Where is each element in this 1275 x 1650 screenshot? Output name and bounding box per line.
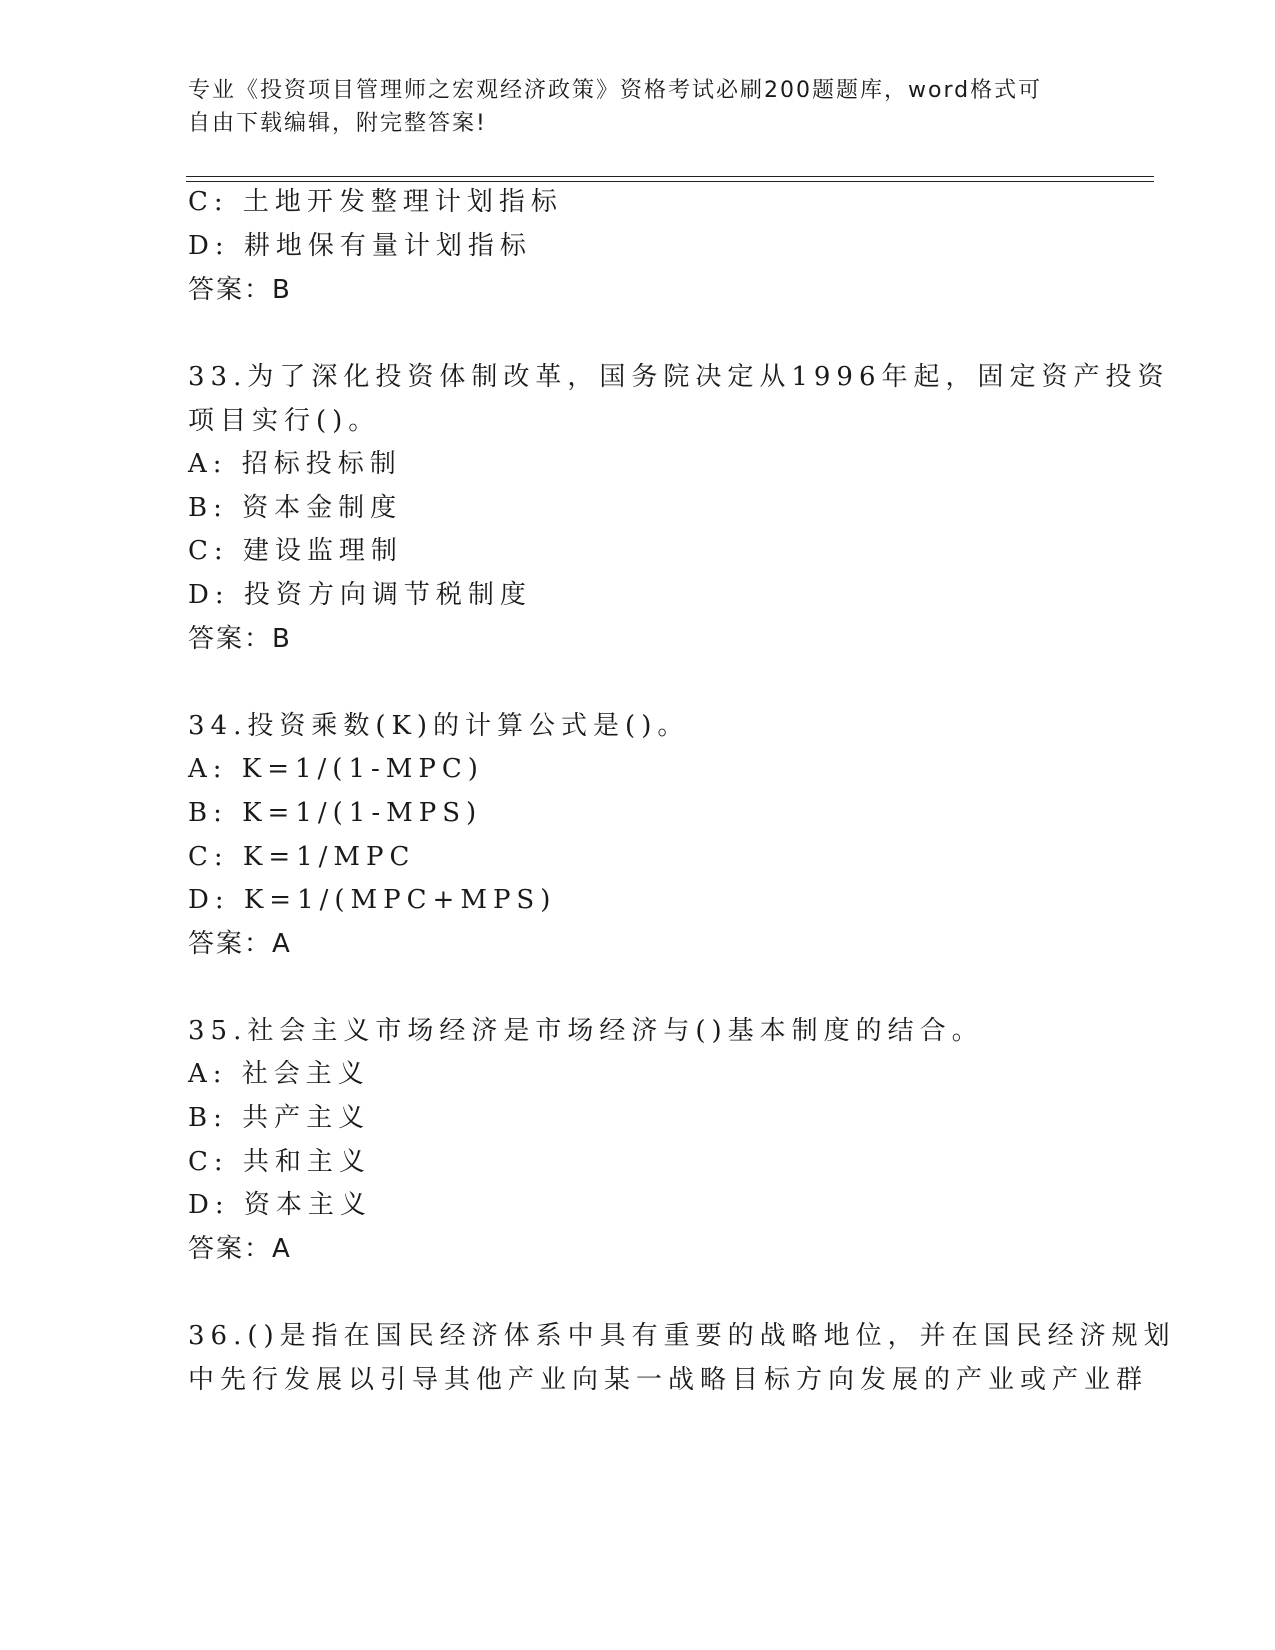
q33-stem-line-2: 项目实行()。 [188, 406, 381, 436]
q34-option-a: A: K=1/(1-MPC) [188, 754, 484, 784]
q35-stem: 35.社会主义市场经济是市场经济与()基本制度的结合。 [188, 1016, 984, 1046]
q36-stem-line-2: 中先行发展以引导其他产业向某一战略目标方向发展的产业或产业群 [188, 1365, 1149, 1395]
q35-option-b: B: 共产主义 [188, 1103, 371, 1133]
q33-option-c: C: 建设监理制 [188, 536, 403, 566]
q34-stem: 34.投资乘数(K)的计算公式是()。 [188, 711, 690, 741]
q36-stem-line-1: 36.()是指在国民经济体系中具有重要的战略地位，并在国民经济规划 [188, 1321, 1176, 1351]
q32-option-c: C: 土地开发整理计划指标 [188, 187, 563, 217]
header-title-line-2: 自由下载编辑，附完整答案! [188, 111, 487, 136]
q34-option-d: D: K=1/(MPC+MPS) [188, 885, 557, 915]
q35-answer: 答案：A [188, 1234, 292, 1264]
q33-stem-line-1: 33.为了深化投资体制改革，国务院决定从1996年起，固定资产投资 [188, 362, 1170, 392]
q33-option-d: D: 投资方向调节税制度 [188, 580, 532, 610]
q33-option-a: A: 招标投标制 [188, 449, 402, 479]
page-header [188, 74, 1068, 140]
q33-answer: 答案：B [188, 624, 292, 654]
header-divider [186, 176, 1154, 182]
q34-answer: 答案：A [188, 929, 292, 959]
q33-option-b: B: 资本金制度 [188, 493, 403, 523]
header-title-line-1: 专业《投资项目管理师之宏观经济政策》资格考试必刷200题题库，word格式可 [188, 78, 1043, 103]
q35-option-a: A: 社会主义 [188, 1059, 370, 1089]
q35-option-c: C: 共和主义 [188, 1147, 371, 1177]
q34-option-c: C: K=1/MPC [188, 842, 416, 872]
q34-option-b: B: K=1/(1-MPS) [188, 798, 483, 828]
q35-option-d: D: 资本主义 [188, 1190, 372, 1220]
q32-option-d: D: 耕地保有量计划指标 [188, 231, 532, 261]
q32-answer: 答案：B [188, 275, 292, 305]
